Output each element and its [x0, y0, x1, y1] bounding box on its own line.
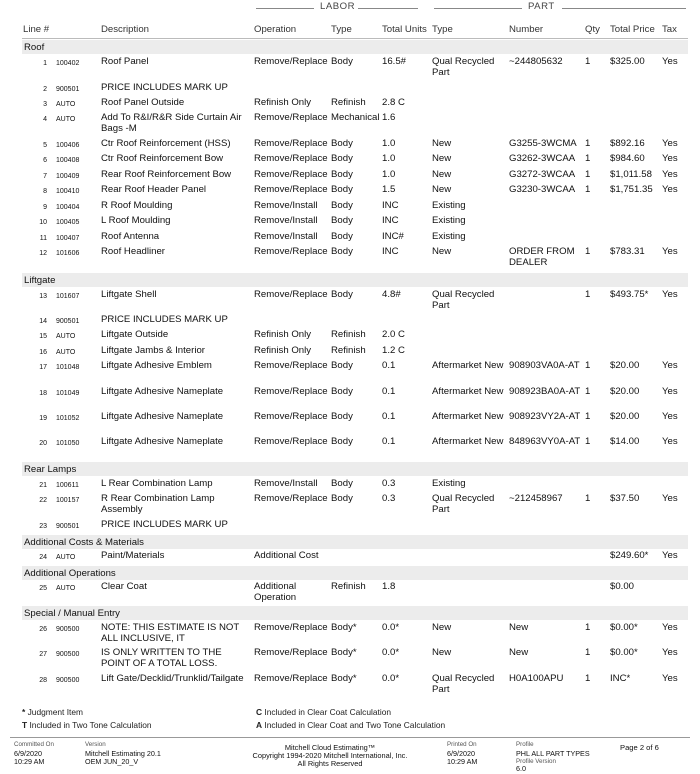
row-17-operation: Remove/Replace: [254, 360, 328, 371]
version-line2: OEM JUN_20_V: [85, 757, 139, 766]
row-6-units: 1.0: [382, 153, 396, 164]
row-10-ptype: Existing: [432, 215, 466, 226]
row-21-units: 0.3: [382, 478, 396, 489]
row-12-ltype: Body: [331, 246, 353, 257]
row-20-number: 848963VY0A-AT: [509, 436, 581, 447]
row-22-desc: R Rear Combination Lamp Assembly: [101, 493, 215, 515]
row-19-op: 101052: [56, 415, 80, 422]
row-7-desc: Rear Roof Reinforcement Bow: [101, 169, 232, 180]
section-title: Additional Operations: [24, 568, 116, 579]
version-line1: Mitchell Estimating 20.1: [85, 749, 161, 758]
printed-time: 10:29 AM: [447, 757, 478, 766]
row-20-qty: 1: [585, 436, 591, 447]
legend-clear-coat: [256, 707, 391, 717]
row-9-op: 100404: [56, 204, 80, 211]
row-20-desc: Liftgate Adhesive Nameplate: [101, 436, 224, 447]
row-13-line: 13: [39, 293, 47, 300]
row-26-qty: 1: [585, 622, 591, 633]
row-25-operation: Additional Operation: [254, 581, 297, 603]
row-1-qty: 1: [585, 56, 591, 67]
legend-clear-coat-two-tone: [256, 720, 445, 730]
row-28-operation: Remove/Replace: [254, 673, 328, 684]
labor-rule-left: [256, 8, 314, 9]
part-rule-left: [434, 8, 522, 9]
row-3-operation: Refinish Only: [254, 97, 312, 108]
row-17-number: 908903VA0A-AT: [509, 360, 580, 371]
printed-label: Printed On: [447, 741, 477, 748]
printed-date: 6/9/2020: [447, 749, 475, 758]
row-17-line: 17: [39, 364, 47, 371]
row-19-qty: 1: [585, 411, 591, 422]
row-3-ltype: Refinish: [331, 97, 366, 108]
row-1-price: $325.00: [610, 56, 645, 67]
legend-symbol: *: [22, 707, 26, 717]
committed-label: Committed On: [14, 741, 54, 748]
row-1-units: 16.5#: [382, 56, 407, 67]
row-9-desc: R Roof Moulding: [101, 200, 173, 211]
row-25-units: 1.8: [382, 581, 396, 592]
row-17-units: 0.1: [382, 360, 396, 371]
row-6-number: G3262-3WCAA: [509, 153, 576, 164]
row-8-line: 8: [43, 188, 47, 195]
row-24-price: $249.60*: [610, 550, 649, 561]
row-27-price: $0.00*: [610, 647, 638, 658]
row-16-units: 1.2 C: [382, 345, 405, 356]
row-18-ltype: Body: [331, 386, 353, 397]
row-15-line: 15: [39, 333, 47, 340]
row-18-op: 101049: [56, 390, 80, 397]
row-5-operation: Remove/Replace: [254, 138, 328, 149]
row-19-price: $20.00: [610, 411, 640, 422]
row-8-operation: Remove/Replace: [254, 184, 328, 195]
row-27-operation: Remove/Replace: [254, 647, 328, 658]
row-27-ptype: New: [432, 647, 452, 658]
row-19-line: 19: [39, 415, 47, 422]
row-20-ptype: Aftermarket New: [432, 436, 504, 447]
row-19-ltype: Body: [331, 411, 353, 422]
row-28-ltype: Body*: [331, 673, 357, 684]
row-17-ptype: Aftermarket New: [432, 360, 504, 371]
profile-value: PHL ALL PART TYPES: [516, 749, 590, 758]
row-8-op: 100410: [56, 188, 80, 195]
section-title: Roof: [24, 42, 45, 53]
row-6-ptype: New: [432, 153, 452, 164]
row-12-ptype: New: [432, 246, 452, 257]
row-18-qty: 1: [585, 386, 591, 397]
row-8-ltype: Body: [331, 184, 353, 195]
row-10-ltype: Body: [331, 215, 353, 226]
row-11-units: INC#: [382, 231, 404, 242]
row-14-op: 900501: [56, 318, 80, 325]
row-13-desc: Liftgate Shell: [101, 289, 157, 300]
row-11-ptype: Existing: [432, 231, 466, 242]
row-16-operation: Refinish Only: [254, 345, 312, 356]
legend-text: Included in Clear Coat and Two Tone Calculation: [264, 720, 446, 730]
row-21-desc: L Rear Combination Lamp: [101, 478, 213, 489]
row-22-ltype: Body: [331, 493, 353, 504]
row-6-tax: Yes: [662, 153, 678, 164]
row-27-desc: IS ONLY WRITTEN TO THE POINT OF A TOTAL LOSS.: [101, 647, 222, 669]
row-28-qty: 1: [585, 673, 591, 684]
row-9-operation: Remove/Install: [254, 200, 318, 211]
row-25-line: 25: [39, 585, 47, 592]
row-20-op: 101050: [56, 440, 80, 447]
row-6-ltype: Body: [331, 153, 353, 164]
row-19-operation: Remove/Replace: [254, 411, 328, 422]
row-8-units: 1.5: [382, 184, 396, 195]
row-15-operation: Refinish Only: [254, 329, 312, 340]
row-26-line: 26: [39, 626, 47, 633]
col-header-operation: Operation: [254, 24, 297, 35]
row-11-desc: Roof Antenna: [101, 231, 160, 242]
row-10-line: 10: [39, 219, 47, 226]
legend-text: Judgment Item: [27, 707, 83, 717]
row-22-tax: Yes: [662, 493, 678, 504]
header-divider: [22, 38, 688, 39]
row-8-desc: Rear Roof Header Panel: [101, 184, 207, 195]
col-header-number: Number: [509, 24, 544, 35]
row-7-op: 100409: [56, 173, 80, 180]
row-26-op: 900500: [56, 626, 80, 633]
section-additional-operations: [22, 566, 688, 580]
row-20-tax: Yes: [662, 436, 678, 447]
row-1-ltype: Body: [331, 56, 353, 67]
row-11-line: 11: [39, 235, 47, 242]
row-17-op: 101048: [56, 364, 80, 371]
row-26-desc: NOTE: THIS ESTIMATE IS NOT ALL INCLUSIVE, IT: [101, 622, 240, 644]
row-19-units: 0.1: [382, 411, 396, 422]
row-13-operation: Remove/Replace: [254, 289, 328, 300]
section-liftgate: [22, 273, 688, 287]
row-11-operation: Remove/Install: [254, 231, 318, 242]
row-12-units: INC: [382, 246, 399, 257]
row-18-price: $20.00: [610, 386, 640, 397]
row-24-operation: Additional Cost: [254, 550, 319, 561]
row-17-tax: Yes: [662, 360, 678, 371]
row-26-operation: Remove/Replace: [254, 622, 328, 633]
row-6-op: 100408: [56, 157, 80, 164]
row-20-units: 0.1: [382, 436, 396, 447]
row-23-op: 900501: [56, 523, 80, 530]
row-18-operation: Remove/Replace: [254, 386, 328, 397]
row-18-desc: Liftgate Adhesive Nameplate: [101, 386, 224, 397]
row-14-desc: PRICE INCLUDES MARK UP: [101, 314, 228, 325]
row-6-line: 6: [43, 157, 47, 164]
row-17-price: $20.00: [610, 360, 640, 371]
row-13-tax: Yes: [662, 289, 678, 300]
legend-two-tone: [22, 720, 152, 730]
row-28-tax: Yes: [662, 673, 678, 684]
row-4-units: 1.6: [382, 112, 396, 123]
row-2-line: 2: [43, 86, 47, 93]
part-group-label: PART: [528, 1, 555, 12]
legend-text: Included in Two Tone Calculation: [29, 720, 152, 730]
profile-version-value: 6.0: [516, 764, 526, 773]
product-name: Mitchell Cloud Estimating™: [284, 743, 376, 752]
row-28-price: INC*: [610, 673, 631, 684]
row-1-ptype: Qual Recycled Part: [432, 56, 495, 78]
row-22-units: 0.3: [382, 493, 396, 504]
legend-symbol: C: [256, 707, 263, 717]
row-18-ptype: Aftermarket New: [432, 386, 504, 397]
labor-group-label: LABOR: [320, 1, 356, 12]
row-1-operation: Remove/Replace: [254, 56, 328, 67]
row-10-operation: Remove/Install: [254, 215, 318, 226]
col-header-tax: Tax: [662, 24, 677, 35]
col-header-total-price: Total Price: [610, 24, 655, 35]
row-28-line: 28: [39, 677, 47, 684]
col-header-description: Description: [101, 24, 149, 35]
row-3-desc: Roof Panel Outside: [101, 97, 185, 108]
row-7-line: 7: [43, 173, 47, 180]
row-13-ptype: Qual Recycled Part: [432, 289, 495, 311]
row-4-op: AUTO: [56, 116, 76, 123]
row-12-number: ORDER FROM DEALER: [509, 246, 575, 268]
row-17-ltype: Body: [331, 360, 353, 371]
row-28-ptype: Qual Recycled Part: [432, 673, 495, 695]
section-title: Rear Lamps: [24, 464, 77, 475]
profile-label: Profile: [516, 741, 534, 748]
row-13-units: 4.8#: [382, 289, 401, 300]
committed-time: 10:29 AM: [14, 757, 45, 766]
row-4-line: 4: [43, 116, 47, 123]
row-16-line: 16: [39, 349, 47, 356]
row-8-qty: 1: [585, 184, 591, 195]
row-5-line: 5: [43, 142, 47, 149]
row-20-line: 20: [39, 440, 47, 447]
version-label: Version: [85, 741, 106, 748]
row-22-operation: Remove/Replace: [254, 493, 328, 504]
page-number: Page 2 of 6: [620, 743, 659, 752]
col-header-labor-type: Type: [331, 24, 352, 35]
row-7-operation: Remove/Replace: [254, 169, 328, 180]
row-5-units: 1.0: [382, 138, 396, 149]
row-7-ptype: New: [432, 169, 452, 180]
row-18-tax: Yes: [662, 386, 678, 397]
row-3-line: 3: [43, 101, 47, 108]
row-15-units: 2.0 C: [382, 329, 405, 340]
row-25-price: $0.00: [610, 581, 635, 592]
row-23-line: 23: [39, 523, 47, 530]
row-8-ptype: New: [432, 184, 452, 195]
row-9-line: 9: [43, 204, 47, 211]
section-special-manual-entry: [22, 606, 688, 620]
row-22-line: 22: [39, 497, 47, 504]
part-rule-right: [562, 8, 686, 9]
row-12-price: $783.31: [610, 246, 645, 257]
row-5-ptype: New: [432, 138, 452, 149]
row-12-op: 101606: [56, 250, 80, 257]
row-27-op: 900500: [56, 651, 80, 658]
row-27-ltype: Body*: [331, 647, 357, 658]
row-19-number: 908923VY2A-AT: [509, 411, 581, 422]
profile-version-label: Profile Version: [516, 758, 556, 765]
committed-date: 6/9/2020: [14, 749, 42, 758]
legend-judgment: [22, 707, 83, 717]
row-28-units: 0.0*: [382, 673, 400, 684]
row-21-line: 21: [39, 482, 47, 489]
row-1-tax: Yes: [662, 56, 678, 67]
row-24-desc: Paint/Materials: [101, 550, 165, 561]
row-1-number: ~244805632: [509, 56, 563, 67]
row-21-ltype: Body: [331, 478, 353, 489]
row-8-number: G3230-3WCAA: [509, 184, 576, 195]
row-22-op: 100157: [56, 497, 80, 504]
row-26-ptype: New: [432, 622, 452, 633]
row-6-operation: Remove/Replace: [254, 153, 328, 164]
row-16-ltype: Refinish: [331, 345, 366, 356]
row-5-desc: Ctr Roof Reinforcement (HSS): [101, 138, 231, 149]
row-19-desc: Liftgate Adhesive Nameplate: [101, 411, 224, 422]
row-26-units: 0.0*: [382, 622, 400, 633]
row-2-desc: PRICE INCLUDES MARK UP: [101, 82, 228, 93]
row-4-desc: Add To R&I/R&R Side Curtain Air Bags -M: [101, 112, 242, 134]
row-13-qty: 1: [585, 289, 591, 300]
section-title: Liftgate: [24, 275, 56, 286]
col-header-qty: Qty: [585, 24, 600, 35]
row-9-ptype: Existing: [432, 200, 466, 211]
row-19-tax: Yes: [662, 411, 678, 422]
row-8-price: $1,751.35: [610, 184, 653, 195]
row-1-op: 100402: [56, 60, 80, 67]
row-22-price: $37.50: [610, 493, 640, 504]
row-6-price: $984.60: [610, 153, 645, 164]
row-25-op: AUTO: [56, 585, 76, 592]
row-8-tax: Yes: [662, 184, 678, 195]
row-5-price: $892.16: [610, 138, 645, 149]
row-1-desc: Roof Panel: [101, 56, 149, 67]
row-12-desc: Roof Headliner: [101, 246, 165, 257]
row-27-units: 0.0*: [382, 647, 400, 658]
row-5-op: 100406: [56, 142, 80, 149]
legend-symbol: T: [22, 720, 28, 730]
row-15-op: AUTO: [56, 333, 76, 340]
row-18-line: 18: [39, 390, 47, 397]
row-15-desc: Liftgate Outside: [101, 329, 169, 340]
row-28-desc: Lift Gate/Decklid/Trunklid/Tailgate: [101, 673, 244, 684]
row-22-qty: 1: [585, 493, 591, 504]
row-27-line: 27: [39, 651, 47, 658]
row-12-operation: Remove/Replace: [254, 246, 328, 257]
row-1-line: 1: [43, 60, 47, 67]
row-4-ltype: Mechanical: [331, 112, 380, 123]
row-4-operation: Remove/Replace: [254, 112, 328, 123]
row-24-line: 24: [39, 554, 47, 561]
row-26-ltype: Body*: [331, 622, 357, 633]
row-9-ltype: Body: [331, 200, 353, 211]
row-3-op: AUTO: [56, 101, 76, 108]
labor-rule-right: [358, 8, 418, 9]
row-7-price: $1,011.58: [610, 169, 652, 180]
row-25-ltype: Refinish: [331, 581, 366, 592]
row-28-op: 900500: [56, 677, 80, 684]
row-5-qty: 1: [585, 138, 591, 149]
row-2-op: 900501: [56, 86, 80, 93]
row-5-ltype: Body: [331, 138, 353, 149]
col-header-total-units: Total Units: [382, 24, 427, 35]
row-10-desc: L Roof Moulding: [101, 215, 171, 226]
footer-divider: [10, 737, 690, 738]
row-3-units: 2.8 C: [382, 97, 405, 108]
row-21-operation: Remove/Install: [254, 478, 318, 489]
legend-text: Included in Clear Coat Calculation: [264, 707, 392, 717]
row-23-desc: PRICE INCLUDES MARK UP: [101, 519, 228, 530]
row-20-ltype: Body: [331, 436, 353, 447]
row-26-price: $0.00*: [610, 622, 638, 633]
legend-symbol: A: [256, 720, 263, 730]
row-12-qty: 1: [585, 246, 591, 257]
row-10-units: INC: [382, 215, 399, 226]
row-13-op: 101607: [56, 293, 80, 300]
row-7-units: 1.0: [382, 169, 396, 180]
row-27-tax: Yes: [662, 647, 678, 658]
row-20-price: $14.00: [610, 436, 640, 447]
row-24-op: AUTO: [56, 554, 76, 561]
row-18-units: 0.1: [382, 386, 396, 397]
row-7-tax: Yes: [662, 169, 678, 180]
row-6-desc: Ctr Roof Reinforcement Bow: [101, 153, 224, 164]
row-5-number: G3255-3WCMA: [509, 138, 577, 149]
rights-reserved: All Rights Reserved: [297, 759, 363, 768]
row-22-number: ~212458967: [509, 493, 563, 504]
row-21-op: 100611: [56, 482, 79, 489]
section-additional-costs: [22, 535, 688, 549]
row-12-line: 12: [39, 250, 47, 257]
row-13-price: $493.75*: [610, 289, 649, 300]
row-11-op: 100407: [56, 235, 80, 242]
row-27-qty: 1: [585, 647, 591, 658]
row-9-units: INC: [382, 200, 399, 211]
row-13-ltype: Body: [331, 289, 353, 300]
row-6-qty: 1: [585, 153, 591, 164]
row-21-ptype: Existing: [432, 478, 466, 489]
row-14-line: 14: [39, 318, 47, 325]
row-18-number: 908923BA0A-AT: [509, 386, 581, 397]
section-title: Additional Costs & Materials: [24, 537, 144, 548]
row-17-qty: 1: [585, 360, 591, 371]
row-7-number: G3272-3WCAA: [509, 169, 576, 180]
row-28-number: H0A100APU: [509, 673, 564, 684]
row-26-tax: Yes: [662, 622, 678, 633]
row-7-ltype: Body: [331, 169, 353, 180]
row-17-desc: Liftgate Adhesive Emblem: [101, 360, 212, 371]
section-roof: [22, 40, 688, 54]
col-header-line: Line #: [23, 24, 50, 35]
row-22-ptype: Qual Recycled Part: [432, 493, 495, 515]
row-25-desc: Clear Coat: [101, 581, 147, 592]
col-header-part-type: Type: [432, 24, 453, 35]
section-title: Special / Manual Entry: [24, 608, 120, 619]
row-26-number: New: [509, 622, 529, 633]
row-27-number: New: [509, 647, 529, 658]
row-19-ptype: Aftermarket New: [432, 411, 504, 422]
row-7-qty: 1: [585, 169, 591, 180]
row-15-ltype: Refinish: [331, 329, 366, 340]
row-12-tax: Yes: [662, 246, 678, 257]
row-11-ltype: Body: [331, 231, 353, 242]
copyright: Copyright 1994-2020 Mitchell International, Inc.: [252, 751, 408, 760]
row-10-op: 100405: [56, 219, 80, 226]
row-16-op: AUTO: [56, 349, 76, 356]
section-rear-lamps: [22, 462, 688, 476]
row-5-tax: Yes: [662, 138, 678, 149]
row-24-tax: Yes: [662, 550, 678, 561]
row-20-operation: Remove/Replace: [254, 436, 328, 447]
row-16-desc: Liftgate Jambs & Interior: [101, 345, 205, 356]
